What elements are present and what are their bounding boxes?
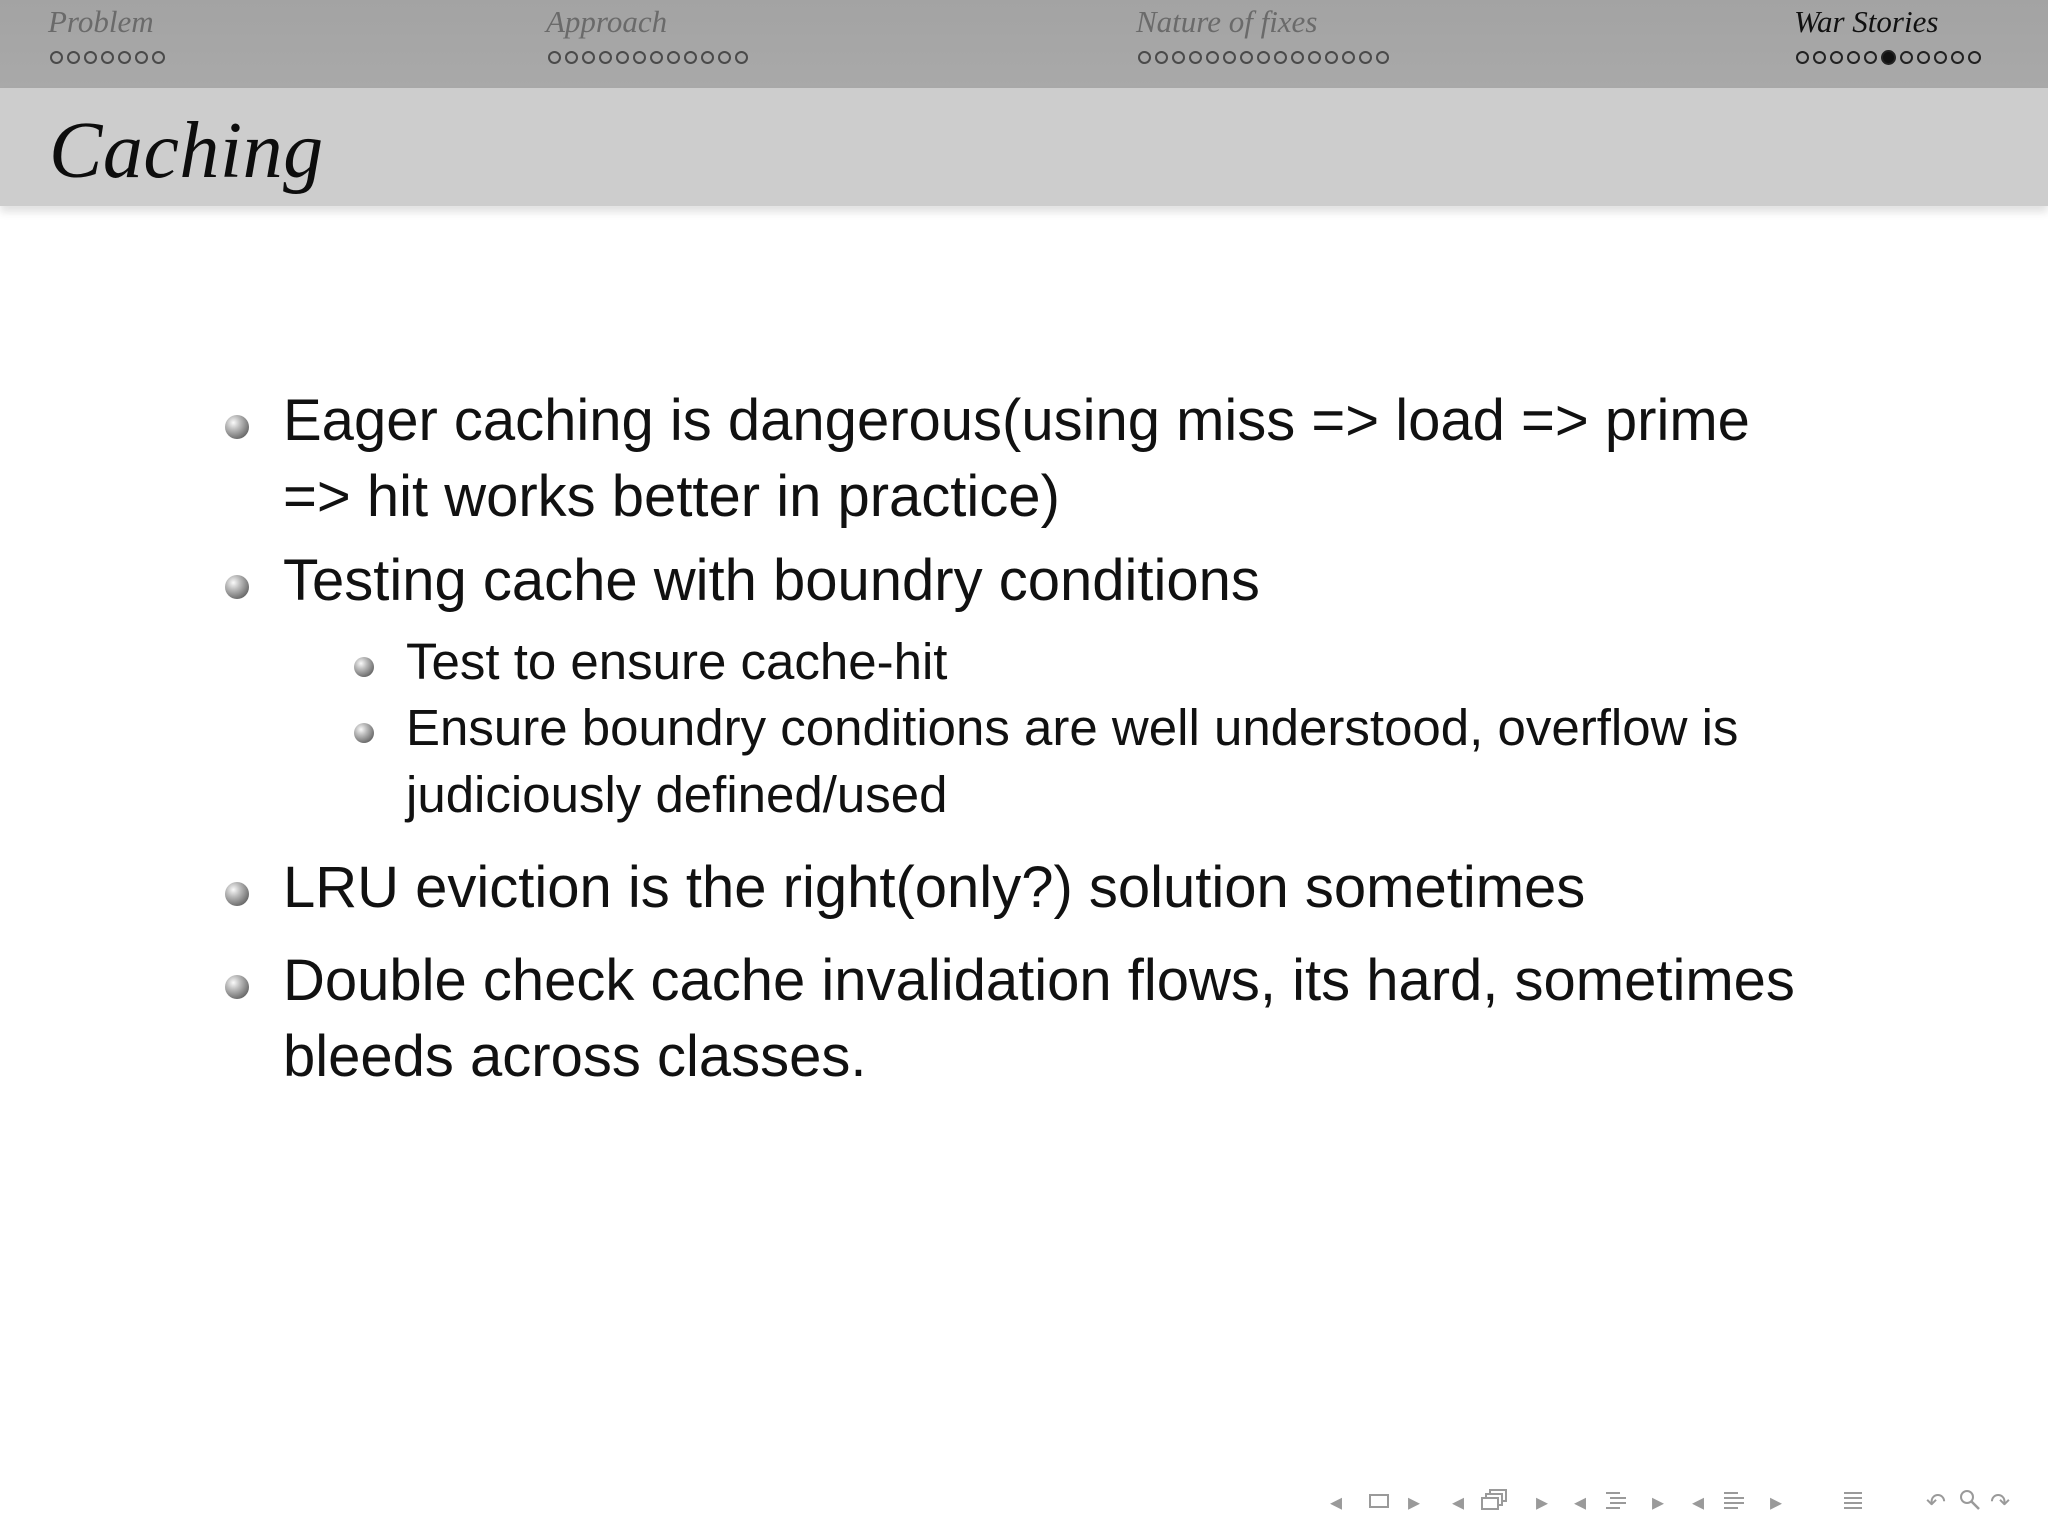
slide-icon[interactable] (1368, 1488, 1390, 1516)
doc-icon[interactable] (1842, 1488, 1866, 1518)
frame-prev-icon[interactable]: ◂ (1452, 1488, 1465, 1516)
bullet-ball-icon (225, 575, 249, 599)
section-next-icon[interactable]: ▸ (1770, 1488, 1783, 1516)
slide-next-icon[interactable]: ▸ (1408, 1488, 1421, 1516)
bullet-text: => hit works better in practice) (283, 464, 1060, 529)
frame-title: Caching (49, 107, 324, 195)
forward-icon[interactable]: ↷ (1990, 1488, 2011, 1516)
sub-bullet-ball-icon (354, 723, 374, 743)
frame-icon[interactable] (1480, 1488, 1510, 1520)
sub-bullet-text: Ensure boundry conditions are well understood, overflow is (406, 699, 1739, 756)
bullet-text: Testing cache with boundry conditions (283, 548, 1260, 613)
search-icon[interactable] (1958, 1488, 1982, 1518)
bullet-text: Eager caching is dangerous(using miss => load => prime (283, 388, 1750, 453)
bullet-ball-icon (225, 415, 249, 439)
bullet-ball-icon (225, 882, 249, 906)
bullet-text: LRU eviction is the right(only?) solution sometimes (283, 855, 1586, 920)
subsection-icon[interactable] (1604, 1488, 1628, 1518)
subsection-prev-icon[interactable]: ◂ (1574, 1488, 1587, 1516)
sub-bullet-ball-icon (354, 657, 374, 677)
section-prev-icon[interactable]: ◂ (1692, 1488, 1705, 1516)
sub-bullet-text: judiciously defined/used (406, 766, 948, 823)
bullet-text: Double check cache invalidation flows, its hard, sometimes (283, 948, 1795, 1013)
nav-section-label[interactable]: War Stories (1794, 4, 1939, 39)
nav-section-label[interactable]: Nature of fixes (1136, 4, 1318, 39)
bullet-ball-icon (225, 975, 249, 999)
back-icon[interactable]: ↶ (1926, 1488, 1947, 1516)
nav-section-label[interactable]: Problem (48, 4, 154, 39)
frame-next-icon[interactable]: ▸ (1536, 1488, 1549, 1516)
slide-prev-icon[interactable]: ◂ (1330, 1488, 1343, 1516)
section-icon[interactable] (1722, 1488, 1746, 1518)
nav-section-label[interactable]: Approach (546, 4, 668, 39)
bullet-text: bleeds across classes. (283, 1024, 867, 1089)
subsection-next-icon[interactable]: ▸ (1652, 1488, 1665, 1516)
sub-bullet-text: Test to ensure cache-hit (406, 633, 948, 690)
